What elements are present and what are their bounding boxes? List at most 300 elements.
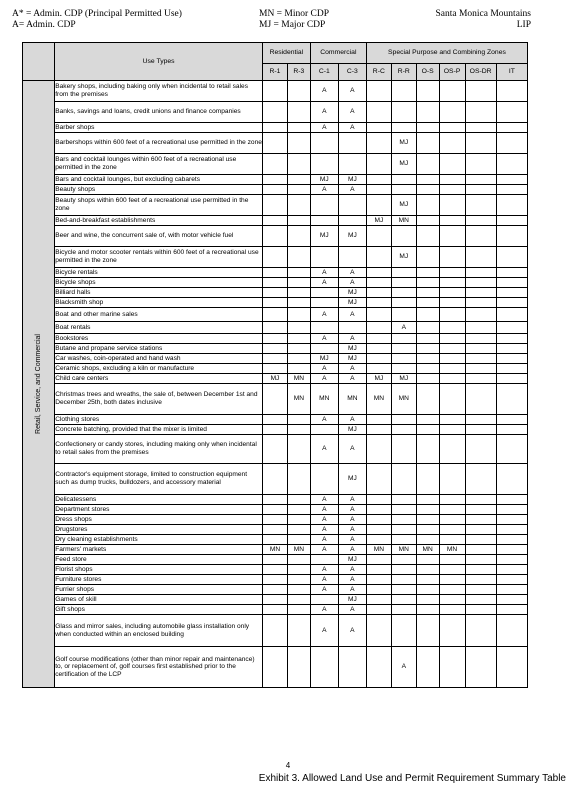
permit-cell <box>465 615 496 647</box>
permit-cell <box>465 308 496 322</box>
use-type-cell: Butane and propane service stations <box>55 344 263 354</box>
permit-cell <box>465 415 496 425</box>
permit-cell <box>391 288 416 298</box>
permit-cell <box>366 415 391 425</box>
use-type-cell: Florist shops <box>55 565 263 575</box>
use-type-cell: Ceramic shops, excluding a kiln or manufacture <box>55 364 263 374</box>
permit-cell <box>496 525 527 535</box>
permit-cell <box>439 81 465 102</box>
permit-cell <box>439 605 465 615</box>
table-row <box>23 565 528 575</box>
permit-cell <box>287 288 310 298</box>
permit-cell <box>310 133 338 154</box>
use-type-cell: Games of skill <box>55 595 263 605</box>
permit-cell: MJ <box>338 354 366 364</box>
permit-cell <box>263 322 288 334</box>
permit-cell <box>496 545 527 555</box>
permit-cell <box>287 154 310 175</box>
permit-cell: MN <box>416 545 439 555</box>
permit-cell <box>366 195 391 216</box>
use-type-cell: Feed store <box>55 555 263 565</box>
permit-cell <box>496 354 527 364</box>
permit-cell <box>439 435 465 464</box>
permit-cell <box>263 647 288 688</box>
use-type-cell: Car washes, coin-operated and hand wash <box>55 354 263 364</box>
permit-cell <box>338 216 366 226</box>
permit-cell <box>439 535 465 545</box>
permit-cell <box>310 344 338 354</box>
category-cell <box>23 81 55 688</box>
permit-cell <box>366 354 391 364</box>
table-row <box>23 344 528 354</box>
table-row <box>23 595 528 605</box>
permit-cell <box>338 322 366 334</box>
permit-cell <box>366 133 391 154</box>
permit-cell <box>465 515 496 525</box>
table-row <box>23 575 528 585</box>
exhibit-caption: Exhibit 3. Allowed Land Use and Permit Requirement Summary Table <box>258 773 566 784</box>
permit-cell: A <box>310 374 338 384</box>
permit-cell: A <box>338 415 366 425</box>
permit-cell: A <box>338 123 366 133</box>
permit-cell <box>416 565 439 575</box>
permit-cell <box>439 195 465 216</box>
permit-cell <box>263 195 288 216</box>
permit-cell <box>366 615 391 647</box>
permit-cell <box>439 415 465 425</box>
permit-cell <box>310 322 338 334</box>
permit-cell <box>391 505 416 515</box>
permit-cell <box>496 268 527 278</box>
permit-cell <box>263 247 288 268</box>
permit-cell <box>310 464 338 495</box>
permit-cell <box>310 288 338 298</box>
permit-cell <box>366 226 391 247</box>
permit-cell <box>391 123 416 133</box>
permit-cell: MJ <box>338 464 366 495</box>
permit-cell <box>263 308 288 322</box>
permit-cell <box>263 133 288 154</box>
permit-cell <box>366 525 391 535</box>
permit-cell: MN <box>338 384 366 415</box>
permit-cell <box>465 364 496 374</box>
permit-cell <box>338 247 366 268</box>
permit-cell <box>366 298 391 308</box>
permit-cell <box>263 216 288 226</box>
permit-cell <box>416 505 439 515</box>
corner-blank-cell <box>23 43 55 81</box>
permit-cell: MN <box>439 545 465 555</box>
permit-cell <box>439 515 465 525</box>
table-row <box>23 216 528 226</box>
permit-cell <box>263 102 288 123</box>
permit-cell: A <box>338 605 366 615</box>
permit-cell <box>496 647 527 688</box>
permit-cell <box>366 435 391 464</box>
permit-cell <box>465 216 496 226</box>
permit-cell <box>496 81 527 102</box>
use-type-cell: Beer and wine, the concurrent sale of, with motor vehicle fuel <box>55 226 263 247</box>
table-row <box>23 102 528 123</box>
permit-cell <box>391 298 416 308</box>
use-type-cell: Beauty shops within 600 feet of a recreational use permitted in the zone <box>55 195 263 216</box>
permit-cell <box>439 216 465 226</box>
permit-cell <box>416 278 439 288</box>
permit-cell <box>287 364 310 374</box>
zone-header-os: O-S <box>416 64 439 81</box>
use-type-cell: Bakery shops, including baking only when incidental to retail sales from the premises <box>55 81 263 102</box>
permit-cell <box>391 364 416 374</box>
permit-cell <box>391 226 416 247</box>
permit-cell <box>263 298 288 308</box>
permit-cell <box>310 247 338 268</box>
permit-cell <box>465 81 496 102</box>
permit-cell <box>416 415 439 425</box>
permit-cell: A <box>310 545 338 555</box>
permit-cell <box>287 647 310 688</box>
table-row <box>23 354 528 364</box>
permit-cell <box>416 575 439 585</box>
permit-cell <box>416 344 439 354</box>
permit-cell <box>366 605 391 615</box>
permit-cell <box>287 278 310 288</box>
permit-cell <box>287 535 310 545</box>
permit-cell: A <box>338 535 366 545</box>
permit-cell <box>465 525 496 535</box>
permit-cell <box>496 425 527 435</box>
permit-cell <box>391 605 416 615</box>
permit-cell <box>366 495 391 505</box>
use-type-cell: Blacksmith shop <box>55 298 263 308</box>
table-row <box>23 374 528 384</box>
permit-cell <box>496 102 527 123</box>
permit-cell: MJ <box>263 374 288 384</box>
permit-cell: A <box>310 495 338 505</box>
permit-cell <box>439 226 465 247</box>
permit-cell <box>465 535 496 545</box>
permit-cell <box>287 495 310 505</box>
permit-cell: MJ <box>338 288 366 298</box>
permit-cell <box>465 605 496 615</box>
group-header-commercial: Commercial <box>310 43 366 64</box>
permit-cell <box>391 334 416 344</box>
permit-cell <box>391 415 416 425</box>
permit-cell: MN <box>287 384 310 415</box>
permit-cell <box>366 575 391 585</box>
permit-cell <box>263 185 288 195</box>
permit-cell: A <box>338 505 366 515</box>
permit-cell <box>391 102 416 123</box>
permit-cell <box>310 555 338 565</box>
permit-cell <box>366 344 391 354</box>
permit-cell <box>263 415 288 425</box>
permit-cell <box>287 226 310 247</box>
permit-cell <box>416 605 439 615</box>
permit-cell <box>465 555 496 565</box>
zone-header-rc: R-C <box>366 64 391 81</box>
permit-cell <box>496 575 527 585</box>
permit-cell: A <box>310 123 338 133</box>
permit-cell <box>496 515 527 525</box>
use-type-cell: Child care centers <box>55 374 263 384</box>
permit-cell <box>439 364 465 374</box>
table-row <box>23 278 528 288</box>
use-type-cell: Bicycle rentals <box>55 268 263 278</box>
permit-cell <box>287 415 310 425</box>
use-type-cell: Bars and cocktail lounges within 600 feet of a recreational use permitted in the zone <box>55 154 263 175</box>
table-row <box>23 464 528 495</box>
permit-cell: A <box>310 102 338 123</box>
document-code: LIP <box>516 20 531 30</box>
permit-cell <box>366 268 391 278</box>
permit-cell: A <box>310 435 338 464</box>
permit-cell <box>496 288 527 298</box>
permit-cell <box>496 565 527 575</box>
permit-cell <box>496 605 527 615</box>
permit-cell <box>287 123 310 133</box>
permit-cell <box>287 605 310 615</box>
permit-cell <box>287 268 310 278</box>
permit-cell <box>439 133 465 154</box>
permit-cell <box>287 298 310 308</box>
permit-cell <box>287 247 310 268</box>
permit-cell <box>287 354 310 364</box>
permit-cell <box>263 525 288 535</box>
use-type-cell: Banks, savings and loans, credit unions and finance companies <box>55 102 263 123</box>
permit-cell <box>310 425 338 435</box>
zone-header-r1: R-1 <box>263 64 288 81</box>
permit-cell <box>287 435 310 464</box>
permit-cell <box>496 364 527 374</box>
permit-cell <box>416 322 439 334</box>
permit-cell <box>496 133 527 154</box>
permit-cell <box>465 384 496 415</box>
permit-cell: A <box>310 81 338 102</box>
permit-cell <box>366 464 391 495</box>
permit-cell <box>416 555 439 565</box>
permit-cell <box>416 308 439 322</box>
table-row <box>23 268 528 278</box>
table-row <box>23 288 528 298</box>
permit-cell <box>496 435 527 464</box>
permit-cell <box>439 585 465 595</box>
permit-cell <box>439 308 465 322</box>
permit-cell <box>416 288 439 298</box>
permit-cell <box>439 154 465 175</box>
permit-cell <box>287 555 310 565</box>
permit-cell <box>465 565 496 575</box>
permit-cell <box>287 185 310 195</box>
permit-cell <box>416 647 439 688</box>
permit-cell <box>439 175 465 185</box>
permit-cell <box>263 288 288 298</box>
use-type-cell: Bed-and-breakfast establishments <box>55 216 263 226</box>
permit-cell <box>391 425 416 435</box>
permit-cell <box>496 278 527 288</box>
permit-cell <box>496 185 527 195</box>
table-row <box>23 435 528 464</box>
permit-cell: A <box>310 278 338 288</box>
permit-cell <box>416 175 439 185</box>
zone-header-osp: OS-P <box>439 64 465 81</box>
permit-cell <box>496 615 527 647</box>
permit-cell <box>391 185 416 195</box>
permit-cell <box>338 195 366 216</box>
use-type-cell: Confectionery or candy stores, including making only when incidental to retail sales from the premises <box>55 435 263 464</box>
table-row <box>23 425 528 435</box>
table-row <box>23 615 528 647</box>
permit-cell <box>287 505 310 515</box>
table-row <box>23 226 528 247</box>
use-type-cell: Barbershops within 600 feet of a recreational use permitted in the zone <box>55 133 263 154</box>
permit-cell <box>366 425 391 435</box>
permit-cell <box>263 495 288 505</box>
permit-cell <box>496 322 527 334</box>
use-type-cell: Golf course modifications (other than minor repair and maintenance) to, or replacement of, golf courses first established prior to the certification of the LCP <box>55 647 263 688</box>
permit-cell <box>465 585 496 595</box>
permit-cell <box>439 298 465 308</box>
permit-cell <box>287 585 310 595</box>
permit-cell <box>263 565 288 575</box>
permit-cell <box>439 334 465 344</box>
permit-cell <box>496 154 527 175</box>
permit-cell <box>439 384 465 415</box>
permit-cell <box>366 247 391 268</box>
permit-cell <box>465 175 496 185</box>
permit-cell <box>496 384 527 415</box>
permit-cell: A <box>338 308 366 322</box>
permit-cell <box>287 575 310 585</box>
permit-cell <box>439 555 465 565</box>
permit-cell <box>287 565 310 575</box>
permit-cell <box>496 505 527 515</box>
table-row <box>23 322 528 334</box>
page-number: 4 <box>285 761 291 770</box>
permit-cell <box>287 334 310 344</box>
permit-cell <box>263 278 288 288</box>
permit-cell: MJ <box>391 374 416 384</box>
permit-cell <box>263 175 288 185</box>
permit-cell <box>366 288 391 298</box>
permit-cell <box>439 278 465 288</box>
use-type-cell: Christmas trees and wreaths, the sale of, between December 1st and December 25th, both dates inclusive <box>55 384 263 415</box>
permit-cell <box>439 525 465 535</box>
permit-cell: MN <box>366 545 391 555</box>
permit-cell <box>263 435 288 464</box>
use-type-cell: Glass and mirror sales, including automobile glass installation only when conducted within an enclosed building <box>55 615 263 647</box>
use-type-cell: Clothing stores <box>55 415 263 425</box>
permit-cell <box>263 154 288 175</box>
permit-cell <box>465 354 496 364</box>
permit-cell: A <box>310 535 338 545</box>
permit-cell <box>310 595 338 605</box>
permit-cell <box>496 585 527 595</box>
permit-cell: MJ <box>366 374 391 384</box>
permit-cell <box>416 268 439 278</box>
permit-cell <box>263 585 288 595</box>
permit-cell <box>391 515 416 525</box>
permit-cell <box>496 464 527 495</box>
permit-cell <box>391 278 416 288</box>
permit-cell <box>439 185 465 195</box>
permit-cell: A <box>338 495 366 505</box>
permit-cell <box>416 81 439 102</box>
permit-cell: MJ <box>366 216 391 226</box>
permit-cell <box>439 322 465 334</box>
permit-cell <box>496 535 527 545</box>
use-type-cell: Dry cleaning establishments <box>55 535 263 545</box>
permit-cell <box>366 565 391 575</box>
permit-cell <box>287 133 310 154</box>
permit-cell <box>366 334 391 344</box>
permit-cell <box>391 464 416 495</box>
permit-cell <box>465 575 496 585</box>
use-type-cell: Drugstores <box>55 525 263 535</box>
permit-cell <box>263 226 288 247</box>
permit-cell <box>287 464 310 495</box>
permit-cell <box>416 133 439 154</box>
permit-cell: A <box>338 268 366 278</box>
permit-cell <box>263 575 288 585</box>
table-row <box>23 647 528 688</box>
permit-cell <box>465 545 496 555</box>
table-row <box>23 415 528 425</box>
permit-cell <box>287 425 310 435</box>
use-type-cell: Boat and other marine sales <box>55 308 263 322</box>
use-type-cell: Delicatessens <box>55 495 263 505</box>
use-type-cell: Dress shops <box>55 515 263 525</box>
table-row <box>23 298 528 308</box>
permit-cell: A <box>338 185 366 195</box>
permit-cell: MN <box>391 216 416 226</box>
permit-cell: MJ <box>338 226 366 247</box>
permit-cell: A <box>338 435 366 464</box>
permit-cell <box>465 268 496 278</box>
permit-cell: A <box>338 615 366 647</box>
table-row <box>23 123 528 133</box>
permit-cell: A <box>338 102 366 123</box>
permit-cell <box>465 185 496 195</box>
permit-cell: A <box>310 565 338 575</box>
permit-cell: A <box>338 334 366 344</box>
area-name: Santa Monica Mountains <box>435 9 531 19</box>
permit-cell <box>366 535 391 545</box>
table-row <box>23 495 528 505</box>
permit-cell <box>465 344 496 354</box>
permit-cell <box>416 585 439 595</box>
permit-cell <box>416 216 439 226</box>
permit-cell <box>287 615 310 647</box>
table-row <box>23 545 528 555</box>
permit-cell <box>465 595 496 605</box>
permit-cell <box>439 102 465 123</box>
major-cdp-legend: MJ = Major CDP <box>259 20 326 30</box>
permit-cell <box>465 278 496 288</box>
permit-cell <box>263 425 288 435</box>
permit-cell: A <box>338 585 366 595</box>
permit-cell <box>416 226 439 247</box>
table-row <box>23 515 528 525</box>
permit-cell <box>496 344 527 354</box>
permit-cell: MN <box>310 384 338 415</box>
permit-cell: A <box>310 268 338 278</box>
use-type-cell: Boat rentals <box>55 322 263 334</box>
permit-cell: MJ <box>310 354 338 364</box>
permit-cell: A <box>310 575 338 585</box>
permit-cell <box>287 216 310 226</box>
permit-cell: A <box>310 505 338 515</box>
permit-cell: MJ <box>338 425 366 435</box>
